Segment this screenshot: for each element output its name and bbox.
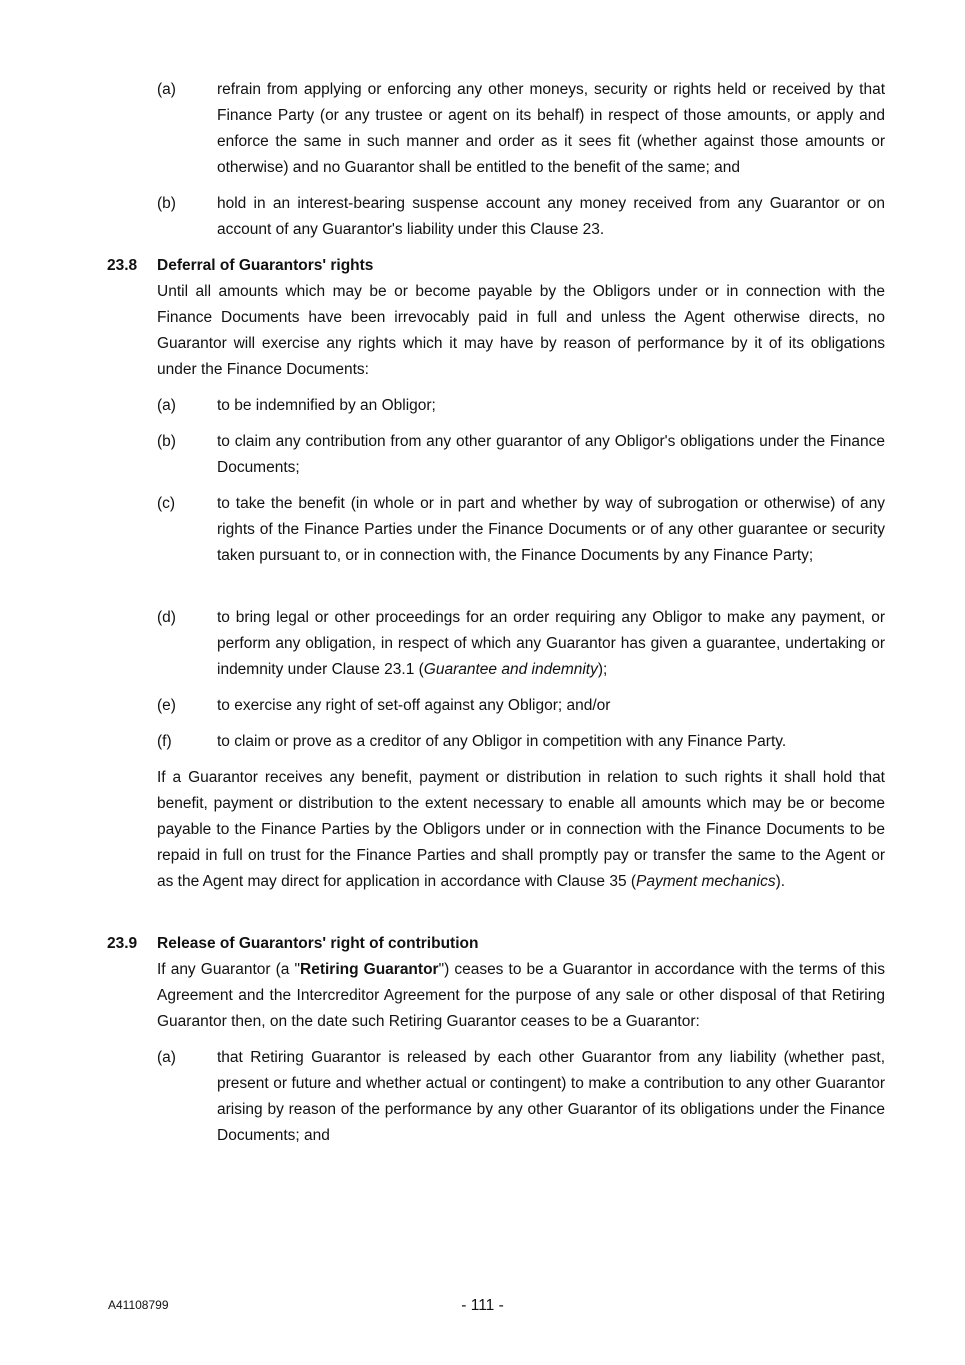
item-text: to be indemnified by an Obligor; bbox=[217, 397, 436, 414]
section-heading-23-9 bbox=[107, 931, 478, 957]
item-label: (f) bbox=[157, 733, 172, 750]
section-title: Deferral of Guarantors' rights bbox=[157, 257, 374, 274]
section-closing: If a Guarantor receives any benefit, payment or distribution in relation to such rights it shall hold that benefit, payment or distribution to the extent necessary to enable all amounts which may be or become payable to the Finance Parties by the Obligors under or in connection with the Finance Documents to be repaid in full on trust for the Finance Parties and shall promptly pay or transfer the same to the Agent or as the Agent may direct for application in accordance with Clause 35 (Payment mechanics). bbox=[157, 769, 885, 890]
section-number: 23.8 bbox=[107, 257, 138, 274]
item-label: (c) bbox=[157, 495, 176, 512]
item-text: to claim or prove as a creditor of any Obligor in competition with any Finance Party. bbox=[217, 733, 787, 750]
list-item bbox=[157, 729, 885, 755]
section-intro: Until all amounts which may be or become payable by the Obligors under or in connection with the Finance Documents have been irrevocably paid in full and unless the Agent otherwise directs, no Guarantor will exercise any rights which it may have by reason of performance by it of its obligations under the Finance Documents: bbox=[157, 283, 885, 378]
section-number: 23.9 bbox=[107, 935, 138, 952]
list-item bbox=[157, 77, 885, 181]
item-label: (a) bbox=[157, 1049, 176, 1066]
item-label: (b) bbox=[157, 433, 176, 450]
list-item bbox=[157, 1045, 885, 1149]
item-text: refrain from applying or enforcing any other moneys, security or rights held or received by that Finance Party (or any trustee or agent on its behalf) in respect of those amounts, or apply and enforce the same in such manner and order as it sees fit (whether against those amounts or otherwise) and no Guarantor shall be entitled to the benefit of the same; and bbox=[217, 81, 885, 176]
item-text: to bring legal or other proceedings for an order requiring any Obligor to make any payment, or perform any obligation, in respect of which any Guarantor has given a guarantee, undertaking or indemnity under Clause 23.1 (Guarantee and indemnity); bbox=[217, 609, 885, 678]
item-text: to claim any contribution from any other guarantor of any Obligor's obligations under the Finance Documents; bbox=[217, 433, 885, 476]
document-reference: A41108799 bbox=[108, 1298, 169, 1312]
item-text: hold in an interest-bearing suspense account any money received from any Guarantor or on account of any Guarantor's liability under this Clause 23. bbox=[217, 195, 885, 238]
item-label: (b) bbox=[157, 195, 176, 212]
item-label: (e) bbox=[157, 697, 176, 714]
section-heading-23-8 bbox=[107, 253, 373, 279]
list-item bbox=[157, 429, 885, 481]
list-item bbox=[157, 393, 885, 419]
item-text: to take the benefit (in whole or in part and whether by way of subrogation or otherwise) of any rights of the Finance Parties under the Finance Documents or of any other guarantee or security taken pursuant to, or in connection with, the Finance Documents by any Finance Party; bbox=[217, 495, 885, 564]
item-label: (d) bbox=[157, 609, 176, 626]
list-item bbox=[157, 491, 885, 569]
section-title: Release of Guarantors' right of contribution bbox=[157, 935, 479, 952]
list-item bbox=[157, 605, 885, 683]
item-label: (a) bbox=[157, 81, 176, 98]
page-number: - 111 - bbox=[461, 1297, 504, 1314]
item-label: (a) bbox=[157, 397, 176, 414]
section-intro: If any Guarantor (a "Retiring Guarantor") ceases to be a Guarantor in accordance with the terms of this Agreement and the Intercreditor Agreement for the purpose of any sale or other disposal of that Retiring Guarantor then, on the date such Retiring Guarantor ceases to be a Guarantor: bbox=[157, 961, 885, 1030]
item-text: to exercise any right of set-off against any Obligor; and/or bbox=[217, 697, 611, 714]
list-item bbox=[157, 191, 885, 243]
item-text: that Retiring Guarantor is released by each other Guarantor from any liability (whether past, present or future and whether actual or contingent) to make a contribution to any other Guarantor arising by reason of the performance by any other Guarantor of its obligations under the Finance Documents; and bbox=[217, 1049, 885, 1144]
list-item bbox=[157, 693, 885, 719]
